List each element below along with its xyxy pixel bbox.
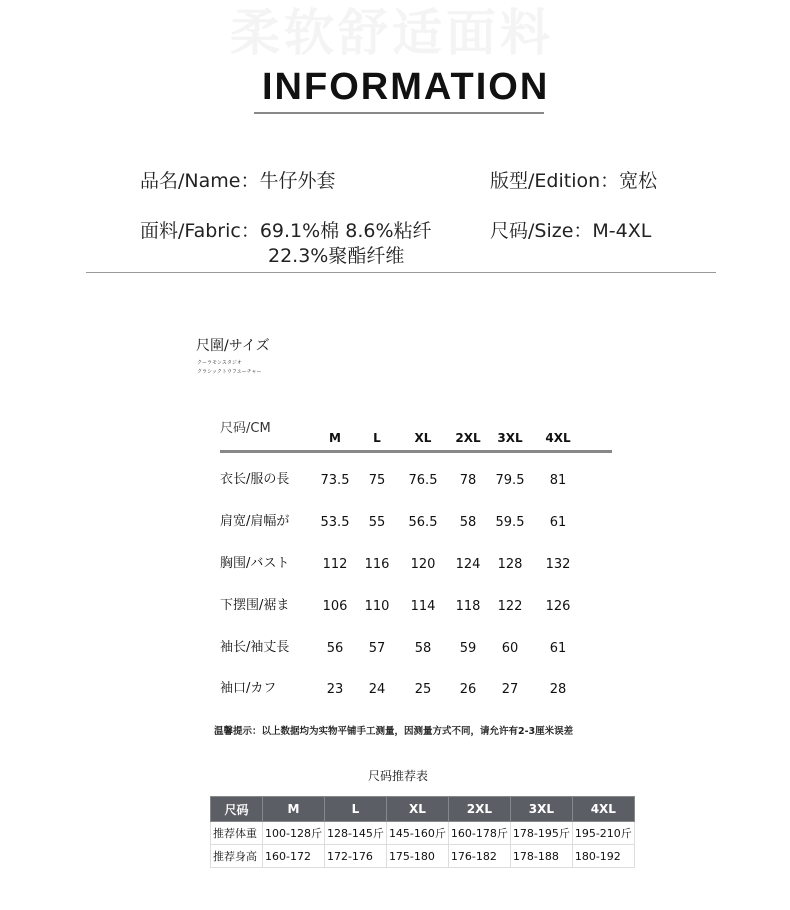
size-cell: 79.5 bbox=[495, 473, 525, 488]
recommend-header-cell: M bbox=[263, 797, 325, 822]
recommend-cell: 160-172 bbox=[263, 845, 325, 868]
size-table-label: 尺码/CM bbox=[220, 421, 271, 436]
size-cell: 60 bbox=[501, 641, 519, 656]
size-header-cell: 4XL bbox=[545, 431, 571, 445]
measurement-note: 温馨提示：以上数据均为实物平铺手工测量，因测量方式不同，请允许有2-3厘米误差 bbox=[214, 726, 574, 737]
recommend-header-cell: 3XL bbox=[510, 797, 572, 822]
recommend-cell: 178-188 bbox=[510, 845, 572, 868]
size-row-label: 袖口/カフ bbox=[220, 681, 277, 696]
size-cell: 61 bbox=[549, 515, 567, 530]
size-section-subtitle: クーラモンスタジオ bbox=[197, 360, 242, 366]
size-row-label: 袖长/袖丈長 bbox=[220, 640, 290, 655]
size-cell: 114 bbox=[410, 599, 436, 614]
recommend-cell: 145-160斤 bbox=[386, 822, 448, 845]
recommend-row bbox=[211, 845, 635, 868]
product-fabric-line2: 22.3%聚酯纤维 bbox=[268, 245, 405, 267]
product-name: 品名/Name：牛仔外套 bbox=[140, 170, 336, 192]
size-cell: 112 bbox=[322, 557, 348, 572]
recommend-cell: 172-176 bbox=[324, 845, 386, 868]
size-section-subtitle: クラシックトウフユーチャー bbox=[197, 369, 262, 375]
page-title: INFORMATION bbox=[262, 66, 550, 108]
size-cell: 75 bbox=[368, 473, 386, 488]
size-header-cell: 2XL bbox=[455, 431, 481, 445]
size-cell: 25 bbox=[414, 682, 432, 697]
size-cell: 57 bbox=[368, 641, 386, 656]
size-row-label: 胸围/バスト bbox=[220, 556, 290, 571]
size-cell: 73.5 bbox=[320, 473, 350, 488]
size-header-cell: XL bbox=[414, 431, 432, 445]
recommend-cell: 180-192 bbox=[572, 845, 634, 868]
recommend-header-cell: 尺码 bbox=[211, 797, 263, 822]
size-cell: 59.5 bbox=[495, 515, 525, 530]
size-cell: 27 bbox=[501, 682, 519, 697]
size-cell: 118 bbox=[455, 599, 481, 614]
recommend-cell: 195-210斤 bbox=[572, 822, 634, 845]
size-cell: 61 bbox=[549, 641, 567, 656]
size-cell: 24 bbox=[368, 682, 386, 697]
recommend-title: 尺码推荐表 bbox=[368, 769, 429, 783]
size-cell: 76.5 bbox=[408, 473, 438, 488]
product-size: 尺码/Size：M-4XL bbox=[490, 220, 652, 242]
recommend-cell: 100-128斤 bbox=[263, 822, 325, 845]
product-fabric: 面料/Fabric：69.1%棉 8.6%粘纤 bbox=[140, 220, 432, 242]
size-cell: 56 bbox=[326, 641, 344, 656]
recommend-header-cell: XL bbox=[386, 797, 448, 822]
size-cell: 110 bbox=[364, 599, 390, 614]
size-cell: 23 bbox=[326, 682, 344, 697]
size-cell: 124 bbox=[455, 557, 481, 572]
size-cell: 55 bbox=[368, 515, 386, 530]
size-cell: 126 bbox=[545, 599, 571, 614]
size-cell: 106 bbox=[322, 599, 348, 614]
size-cell: 58 bbox=[414, 641, 432, 656]
size-cell: 78 bbox=[459, 473, 477, 488]
size-cell: 132 bbox=[545, 557, 571, 572]
recommend-header-cell: 4XL bbox=[572, 797, 634, 822]
size-header-cell: 3XL bbox=[497, 431, 523, 445]
size-header-cell: L bbox=[373, 431, 381, 445]
size-cell: 116 bbox=[364, 557, 390, 572]
size-cell: 28 bbox=[549, 682, 567, 697]
size-cell: 120 bbox=[410, 557, 436, 572]
size-header-cell: M bbox=[329, 431, 341, 445]
recommend-table bbox=[210, 796, 635, 868]
watermark-text: 柔软舒适面料 bbox=[230, 4, 554, 62]
recommend-cell: 128-145斤 bbox=[324, 822, 386, 845]
recommend-cell: 推荐身高 bbox=[211, 845, 263, 868]
product-edition: 版型/Edition：宽松 bbox=[490, 170, 658, 192]
recommend-cell: 176-182 bbox=[448, 845, 510, 868]
size-cell: 81 bbox=[549, 473, 567, 488]
size-cell: 26 bbox=[459, 682, 477, 697]
title-divider bbox=[254, 112, 544, 114]
recommend-cell: 推荐体重 bbox=[211, 822, 263, 845]
recommend-cell: 178-195斤 bbox=[510, 822, 572, 845]
size-cell: 58 bbox=[459, 515, 477, 530]
recommend-row bbox=[211, 822, 635, 845]
size-cell: 53.5 bbox=[320, 515, 350, 530]
size-table-divider bbox=[220, 450, 612, 453]
size-cell: 128 bbox=[497, 557, 523, 572]
size-section-title: 尺圍/サイズ bbox=[196, 338, 270, 354]
size-row-label: 衣长/服の長 bbox=[220, 472, 290, 487]
recommend-header-row bbox=[211, 797, 635, 822]
size-cell: 56.5 bbox=[408, 515, 438, 530]
recommend-cell: 160-178斤 bbox=[448, 822, 510, 845]
size-row-label: 下摆围/裾ま bbox=[220, 598, 290, 613]
recommend-cell: 175-180 bbox=[386, 845, 448, 868]
info-divider bbox=[86, 272, 716, 273]
recommend-header-cell: 2XL bbox=[448, 797, 510, 822]
size-cell: 122 bbox=[497, 599, 523, 614]
size-cell: 59 bbox=[459, 641, 477, 656]
recommend-header-cell: L bbox=[324, 797, 386, 822]
size-row-label: 肩宽/肩幅が bbox=[220, 514, 290, 529]
